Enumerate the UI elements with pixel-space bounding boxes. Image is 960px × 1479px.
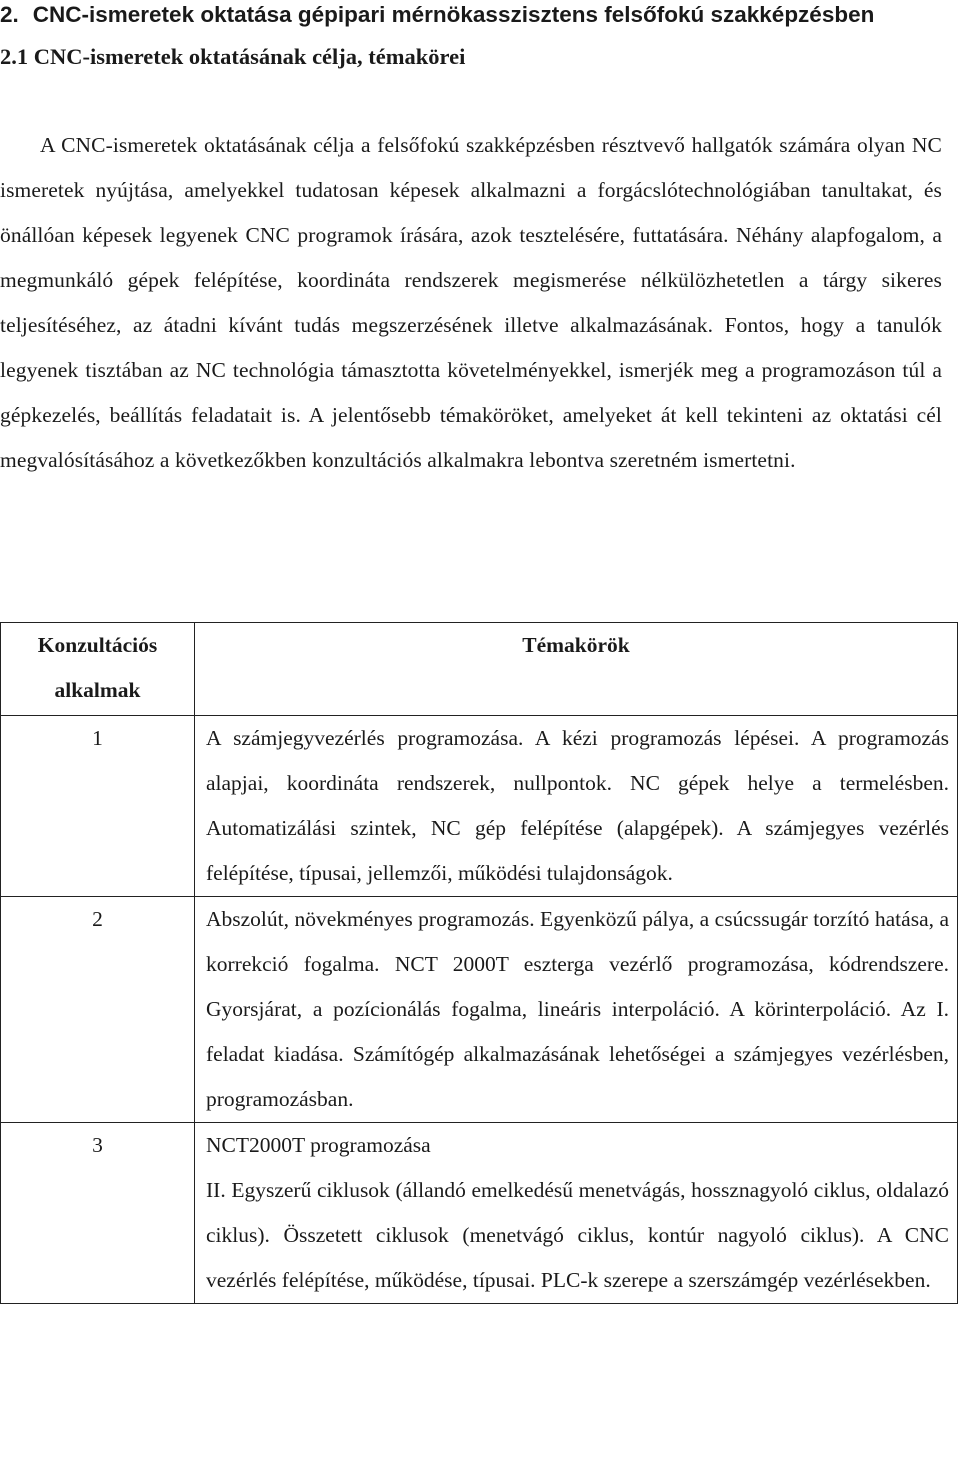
header-consultations-line1: Konzultációs: [37, 633, 158, 657]
row-topics-first-line: NCT2000T programozása: [206, 1133, 431, 1157]
table-row: [1, 897, 958, 1123]
header-consultations-line2: alkalmak: [54, 678, 141, 702]
header-topics: Témakörök: [195, 623, 958, 716]
table-row: [1, 1123, 958, 1304]
intro-paragraph: A CNC-ismeretek oktatásának célja a felsőfokú szakképzésben résztvevő hallgatók számára olyan NC ismeretek nyújtása, amelyekkel tudatosan képesek alkalmazni a forgácslótechnológiában tanultakat, és önállóan képesek legyenek CNC programok írására, azok tesztelésére, futtatására. Néhány alapfogalom, a megmunkáló gépek felépítése, koordináta rendszerek megismerése nélkülözhetetlen a tárgy sikeres teljesítéséhez, az átadni kívánt tudás megszerzésének illetve alkalmazásának. Fontos, hogy a tanulók legyenek tisztában az NC technológia támasztotta követelményekkel, ismerjék meg a programozáson túl a gépkezelés, beállítás feladatait is. A jelentősebb témaköröket, amelyeket át kell tekinteni az oktatási cél megvalósításához a következőkben konzultációs alkalmakra lebontva szeretném ismertetni.: [0, 133, 942, 472]
row-topics-rest: II. Egyszerű ciklusok (állandó emelkedésű menetvágás, hossznagyoló ciklus, oldalazó ciklus). Összetett ciklusok (menetvágó ciklus, kontúr nagyoló ciklus). A CNC vezérlés felépítése, működése, típusai. PLC-k szerepe a szerszámgép vezérlésekben.: [206, 1178, 949, 1292]
section-title: CNC-ismeretek oktatása gépipari mérnökasszisztens felsőfokú szakképzésben: [32, 2, 875, 27]
row-number: 3: [1, 1123, 195, 1304]
header-consultations: [1, 623, 195, 716]
section-number: 2.: [0, 2, 19, 27]
table-header-row: [1, 623, 958, 716]
row-topics: Abszolút, növekményes programozás. Egyenközű pálya, a csúcssugár torzító hatása, a korrekció fogalma. NCT 2000T eszterga vezérlő programozása, kódrendszere. Gyorsjárat, a pozícionálás fogalma, lineáris interpoláció. A körinterpoláció. Az I. feladat kiadása. Számítógép alkalmazásának lehetőségei a számjegyes vezérlésben, programozásban.: [195, 897, 958, 1123]
subsection-heading: 2.1 CNC-ismeretek oktatásának célja, témakörei: [0, 44, 466, 69]
section-heading: [0, 0, 874, 30]
row-topics: A számjegyvezérlés programozása. A kézi programozás lépései. A programozás alapjai, koordináta rendszerek, nullpontok. NC gépek helye a termelésben. Automatizálási szintek, NC gép felépítése (alapgépek). A számjegyes vezérlés felépítése, típusai, jellemzői, működési tulajdonságok.: [195, 716, 958, 897]
table-row: [1, 716, 958, 897]
consultation-topics-table: [0, 622, 958, 1304]
row-topics: [195, 1123, 958, 1304]
row-number: 1: [1, 716, 195, 897]
row-number: 2: [1, 897, 195, 1123]
